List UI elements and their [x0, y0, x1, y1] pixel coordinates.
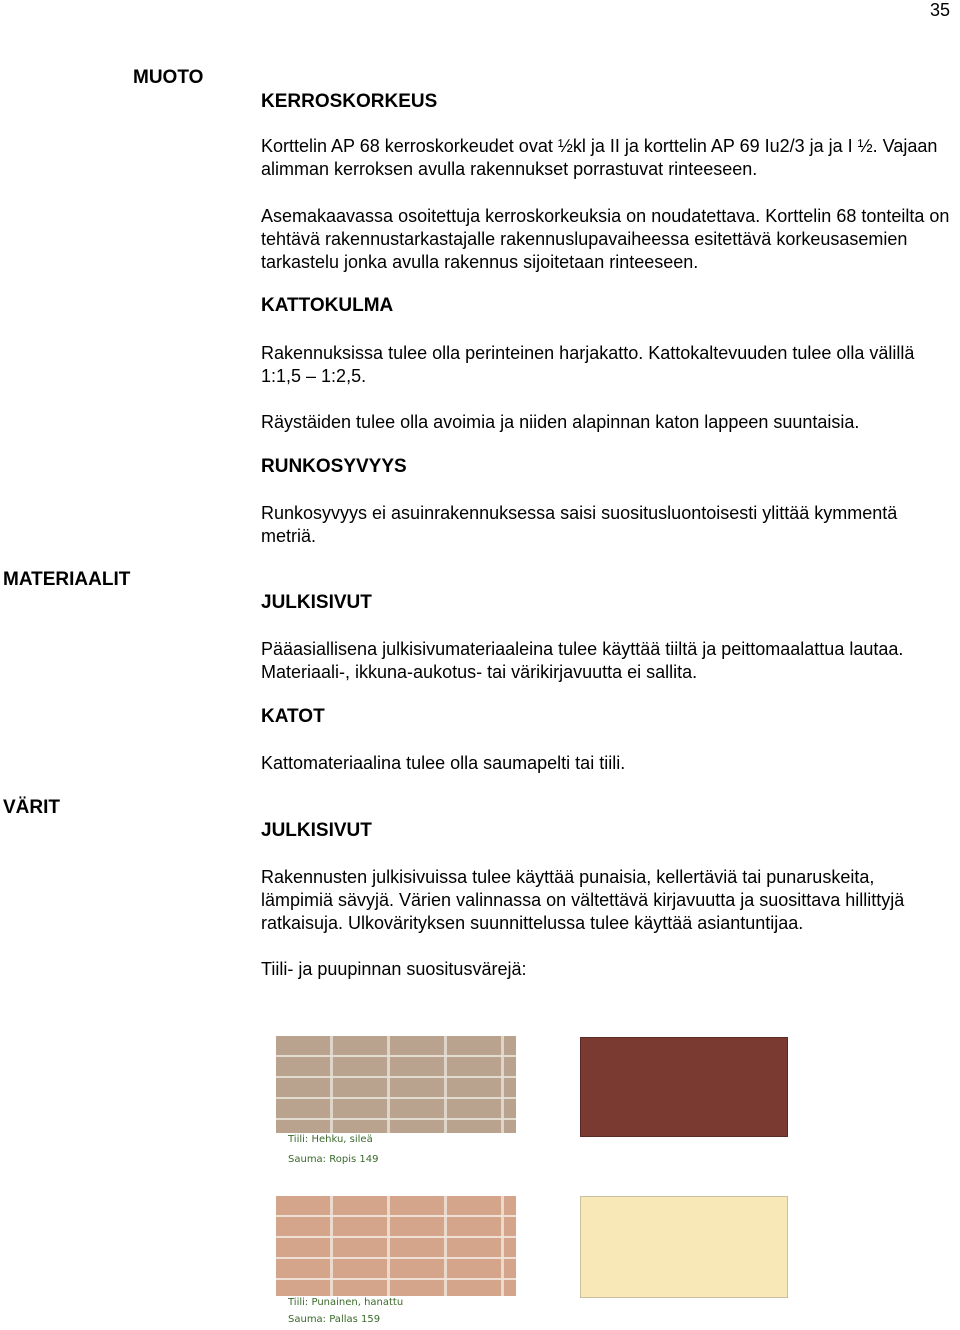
brick-swatch-hehku [276, 1036, 516, 1133]
paragraph-katot: Kattomateriaalina tulee olla saumapelti tai tiili. [261, 753, 626, 773]
heading-julkisivut-varit: JULKISIVUT [261, 820, 372, 841]
side-label-muoto: MUOTO [133, 67, 204, 88]
heading-runkosyvyys: RUNKOSYVYYS [261, 456, 407, 477]
swatch-caption-brick2-line2: Sauma: Pallas 159 [288, 1314, 381, 1325]
side-label-varit: VÄRIT [3, 797, 60, 818]
paragraph-kerroskorkeus-2: Asemakaavassa osoitettuja kerroskorkeuksia on noudatettava. Korttelin 68 tonteilta on tehtävä rakennustarkastajalle rakennuslupavaiheessa esitettävä korkeusasemien tarkastelu jonka avulla rakennus sijoitetaan rinteeseen. [261, 206, 950, 272]
paragraph-kattokulma-1: Rakennuksissa tulee olla perinteinen harjakatto. Kattokaltevuuden tulee olla välillä 1:1,5 – 1:2,5. [261, 343, 915, 386]
heading-katot: KATOT [261, 706, 325, 727]
paragraph-kerroskorkeus-1: Korttelin AP 68 kerroskorkeudet ovat ½kl ja II ja korttelin AP 69 Iu2/3 ja ja I ½. Vajaan alimman kerroksen avulla rakennukset porrastuvat rinteeseen. [261, 136, 938, 179]
paragraph-julkisivut-varit: Rakennusten julkisivuissa tulee käyttää punaisia, kellertäviä tai punaruskeita, lämpimiä sävyjä. Värien valinnassa on vältettävä kirjavuutta ja suosittava hillittyjä ratkaisuja. Ulkovärityksen suunnittelussa tulee käyttää asiantuntijaa. [261, 867, 905, 933]
color-swatch-red-brown [580, 1037, 788, 1137]
color-swatch-cream [580, 1196, 788, 1298]
swatch-caption-brick2-line1: Tiili: Punainen, hanattu [288, 1297, 404, 1308]
paragraph-julkisivut-materiaalit: Pääasiallisena julkisivumateriaaleina tulee käyttää tiiltä ja peittomaalattua lautaa. Materiaali-, ikkuna-aukotus- tai värikirjavuutta ei sallita. [261, 639, 904, 682]
paragraph-suositusvarit: Tiili- ja puupinnan suositusvärejä: [261, 959, 527, 979]
side-label-materiaalit: MATERIAALIT [3, 569, 131, 590]
heading-kattokulma: KATTOKULMA [261, 295, 394, 316]
paragraph-kattokulma-2: Räystäiden tulee olla avoimia ja niiden alapinnan katon lappeen suuntaisia. [261, 412, 860, 432]
brick-swatch-punainen [276, 1196, 516, 1296]
swatch-caption-brick1-line2: Sauma: Ropis 149 [288, 1154, 379, 1165]
page-number: 35 [929, 0, 950, 20]
paragraph-runkosyvyys: Runkosyvyys ei asuinrakennuksessa saisi suositusluontoisesti ylittää kymmentä metriä. [261, 503, 898, 546]
heading-julkisivut-materiaalit: JULKISIVUT [261, 592, 372, 613]
heading-kerroskorkeus: KERROSKORKEUS [261, 91, 438, 112]
swatch-caption-brick1-line1: Tiili: Hehku, sileä [288, 1134, 373, 1145]
